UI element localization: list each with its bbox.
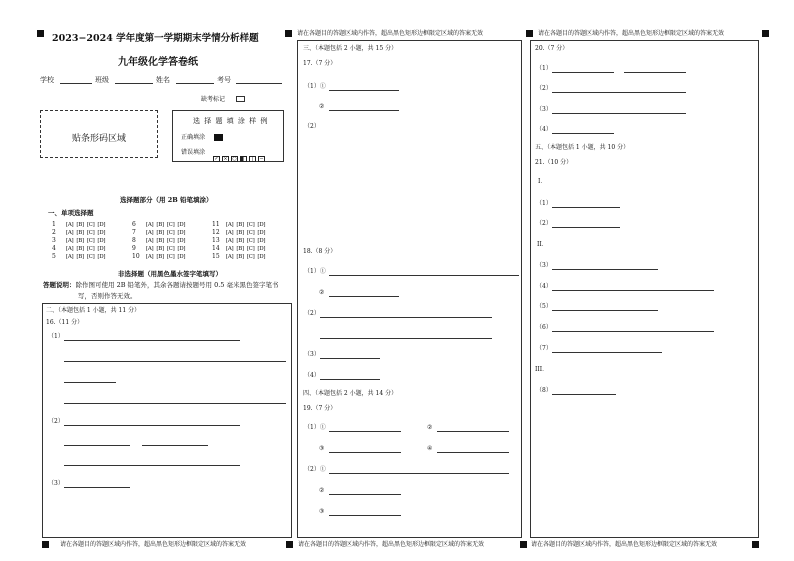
q18-4: （4） bbox=[304, 372, 320, 379]
choice-question-row bbox=[132, 254, 188, 261]
q19-1b: ② bbox=[427, 424, 433, 431]
option-bubble[interactable]: [A] bbox=[226, 230, 234, 236]
q21-2: （2） bbox=[536, 220, 552, 227]
question-number: 12 bbox=[212, 229, 220, 236]
choice-question-row bbox=[52, 230, 108, 237]
alignment-mark bbox=[42, 541, 49, 548]
option-bubble[interactable]: [C] bbox=[246, 238, 255, 244]
question-number: 5 bbox=[52, 253, 56, 260]
answer-warning: 请在各题目的答题区域内作答，超出黑色矩形边框限定区域的答案无效 bbox=[60, 541, 247, 548]
option-bubble[interactable]: [C] bbox=[86, 222, 95, 228]
answer-line[interactable] bbox=[320, 379, 380, 380]
answer-warning: 请在各题目的答题区域内作答，超出黑色矩形边框限定区域的答案无效 bbox=[538, 30, 725, 37]
option-bubble[interactable]: [D] bbox=[257, 238, 266, 244]
exam-title: 2023−2024 学年度第一学期期末学情分析样题 bbox=[52, 33, 259, 44]
choice-section: 一、单项选择题 bbox=[48, 209, 94, 217]
q20-2: （2） bbox=[536, 85, 552, 92]
option-bubble[interactable]: [D] bbox=[177, 230, 186, 236]
answer-line[interactable] bbox=[329, 296, 399, 297]
fill-sample-title: 选 择 题 填 涂 样 例 bbox=[193, 117, 269, 125]
alignment-mark bbox=[752, 541, 759, 548]
section4-title: 四、（本题包括 2 小题，共 14 分） bbox=[303, 390, 398, 397]
q18-1b: ② bbox=[319, 289, 325, 296]
q21-part3: III． bbox=[535, 366, 549, 373]
answer-warning: 请在各题目的答题区域内作答，超出黑色矩形边框限定区域的答案无效 bbox=[297, 30, 484, 37]
answer-line[interactable] bbox=[329, 431, 401, 432]
wrong-fill-label: 错误填涂 bbox=[181, 149, 206, 156]
option-bubble[interactable]: [D] bbox=[257, 230, 266, 236]
answer-line[interactable] bbox=[552, 352, 662, 353]
instructions-line2: 写，否则作答无效。 bbox=[78, 292, 137, 300]
answer-line[interactable] bbox=[320, 317, 492, 318]
q17-2: （2） bbox=[304, 123, 320, 130]
option-bubble[interactable]: [C] bbox=[246, 222, 255, 228]
option-bubble[interactable]: [A] bbox=[226, 254, 234, 260]
option-bubble[interactable]: [C] bbox=[166, 254, 175, 260]
option-bubble[interactable]: [B] bbox=[156, 222, 164, 228]
option-bubble[interactable]: [C] bbox=[246, 246, 255, 252]
fill-sample-box bbox=[172, 110, 284, 162]
barcode-area bbox=[40, 110, 158, 158]
option-bubble[interactable]: [C] bbox=[86, 246, 95, 252]
q21-4: （4） bbox=[536, 283, 552, 290]
question-number: 9 bbox=[132, 245, 136, 252]
option-bubble[interactable]: [D] bbox=[97, 254, 106, 260]
answer-line[interactable] bbox=[552, 72, 614, 73]
cross-mark-icon: × bbox=[223, 155, 228, 162]
section2-title: 二、（本题包括 1 小题，共 11 分） bbox=[46, 307, 141, 314]
q18-2: （2） bbox=[304, 310, 320, 317]
answer-line[interactable] bbox=[320, 338, 492, 339]
option-bubble[interactable]: [B] bbox=[76, 254, 84, 260]
option-bubble[interactable]: [D] bbox=[177, 238, 186, 244]
q19-1d: ④ bbox=[427, 445, 433, 452]
option-bubble[interactable]: [D] bbox=[97, 246, 106, 252]
option-bubble[interactable]: [B] bbox=[236, 254, 244, 260]
answer-line[interactable] bbox=[552, 331, 714, 332]
option-bubble[interactable]: [B] bbox=[236, 222, 244, 228]
answer-line[interactable] bbox=[552, 227, 620, 228]
q17-1: （1）① bbox=[304, 83, 326, 90]
alignment-mark bbox=[526, 30, 533, 37]
alignment-mark bbox=[520, 541, 527, 548]
choice-question-row bbox=[212, 238, 268, 245]
q21-part1: I． bbox=[538, 178, 547, 185]
q16-label: 16.（11 分） bbox=[46, 319, 84, 326]
absent-mark-label: 缺考标记 bbox=[201, 96, 226, 103]
option-bubble[interactable]: [D] bbox=[257, 246, 266, 252]
option-bubble[interactable]: [C] bbox=[166, 222, 175, 228]
option-bubble[interactable]: [A] bbox=[66, 238, 74, 244]
option-bubble[interactable]: [A] bbox=[66, 230, 74, 236]
option-bubble[interactable]: [B] bbox=[76, 246, 84, 252]
q21-6: （6） bbox=[536, 324, 552, 331]
answer-line[interactable] bbox=[64, 425, 240, 426]
answer-line[interactable] bbox=[552, 207, 620, 208]
q19-2: （2）① bbox=[304, 466, 326, 473]
answer-line[interactable] bbox=[64, 465, 240, 466]
q16-part2: （2） bbox=[48, 418, 64, 425]
option-bubble[interactable]: [C] bbox=[86, 238, 95, 244]
choice-question-row bbox=[132, 246, 188, 253]
option-bubble[interactable]: [A] bbox=[146, 238, 154, 244]
answer-line[interactable] bbox=[64, 361, 286, 362]
class-field[interactable] bbox=[115, 83, 153, 84]
barcode-label: 贴条形码区域 bbox=[71, 134, 126, 144]
answer-line[interactable] bbox=[64, 487, 130, 488]
q21-5: （5） bbox=[536, 303, 552, 310]
answer-line[interactable] bbox=[552, 269, 658, 270]
answer-line[interactable] bbox=[624, 72, 686, 73]
option-bubble[interactable]: [B] bbox=[156, 230, 164, 236]
instructions-label: 答题说明： bbox=[43, 281, 76, 289]
answer-line[interactable] bbox=[64, 403, 286, 404]
answer-line[interactable] bbox=[552, 92, 686, 93]
option-bubble[interactable]: [B] bbox=[236, 230, 244, 236]
answer-line[interactable] bbox=[142, 445, 208, 446]
q17-label: 17.（7 分） bbox=[303, 60, 337, 67]
q21-3: （3） bbox=[536, 262, 552, 269]
option-bubble[interactable]: [B] bbox=[156, 254, 164, 260]
question-number: 11 bbox=[212, 221, 220, 228]
question-number: 13 bbox=[212, 237, 220, 244]
question-number: 14 bbox=[212, 245, 220, 252]
answer-line[interactable] bbox=[329, 473, 509, 474]
answer-line[interactable] bbox=[320, 358, 380, 359]
alignment-mark bbox=[285, 30, 292, 37]
option-bubble[interactable]: [A] bbox=[66, 246, 74, 252]
q21-7: （7） bbox=[536, 345, 552, 352]
q16-part1: （1） bbox=[48, 333, 64, 340]
circle-mark-icon: ○ bbox=[232, 155, 237, 162]
correct-fill-example bbox=[214, 134, 223, 141]
answer-line[interactable] bbox=[437, 431, 509, 432]
option-bubble[interactable]: [D] bbox=[97, 222, 106, 228]
option-bubble[interactable]: [A] bbox=[146, 230, 154, 236]
q21-8: （8） bbox=[536, 387, 552, 394]
class-label: 班级 bbox=[95, 76, 109, 84]
question-number: 1 bbox=[52, 221, 56, 228]
option-bubble[interactable]: [B] bbox=[76, 222, 84, 228]
option-bubble[interactable]: [A] bbox=[226, 246, 234, 252]
option-bubble[interactable]: [D] bbox=[257, 222, 266, 228]
option-bubble[interactable]: [C] bbox=[246, 254, 255, 260]
answer-line[interactable] bbox=[64, 382, 116, 383]
vertical-bar-icon: | bbox=[249, 156, 256, 162]
option-bubble[interactable]: [C] bbox=[246, 230, 255, 236]
choice-question-row bbox=[212, 246, 268, 253]
q19-label: 19.（7 分） bbox=[303, 405, 337, 412]
q17-1b: ② bbox=[319, 103, 325, 110]
option-bubble[interactable]: [C] bbox=[166, 238, 175, 244]
option-bubble[interactable]: [A] bbox=[146, 246, 154, 252]
alignment-mark bbox=[37, 30, 44, 37]
answer-box-section2[interactable] bbox=[42, 303, 292, 538]
q19-1c: ③ bbox=[319, 445, 325, 452]
q21-label: 21.（10 分） bbox=[535, 159, 573, 166]
q20-label: 20.（7 分） bbox=[535, 45, 569, 52]
option-bubble[interactable]: [D] bbox=[177, 254, 186, 260]
q20-1: （1） bbox=[536, 65, 552, 72]
q21-part2: II． bbox=[537, 241, 548, 248]
option-bubble[interactable]: [A] bbox=[66, 254, 74, 260]
exam-no-field[interactable] bbox=[236, 83, 282, 84]
option-bubble[interactable]: [A] bbox=[66, 222, 74, 228]
answer-line[interactable] bbox=[329, 110, 399, 111]
check-mark-icon: ✓ bbox=[214, 155, 219, 162]
option-bubble[interactable]: [A] bbox=[226, 238, 234, 244]
option-bubble[interactable]: [D] bbox=[97, 238, 106, 244]
answer-line[interactable] bbox=[552, 290, 714, 291]
answer-line[interactable] bbox=[329, 90, 399, 91]
option-bubble[interactable]: [B] bbox=[236, 238, 244, 244]
answer-line[interactable] bbox=[64, 340, 240, 341]
q19-2c: ③ bbox=[319, 508, 325, 515]
option-bubble[interactable]: [A] bbox=[146, 222, 154, 228]
question-number: 8 bbox=[132, 237, 136, 244]
q18-label: 18.（8 分） bbox=[303, 248, 337, 255]
option-bubble[interactable]: [C] bbox=[86, 230, 95, 236]
option-bubble[interactable]: [D] bbox=[257, 254, 266, 260]
q20-4: （4） bbox=[536, 126, 552, 133]
choice-question-row bbox=[132, 230, 188, 237]
section3-title: 三、（本题包括 2 小题，共 15 分） bbox=[303, 45, 398, 52]
option-bubble[interactable]: [D] bbox=[97, 230, 106, 236]
answer-line[interactable] bbox=[552, 133, 614, 134]
choice-question-row bbox=[212, 222, 268, 229]
question-number: 7 bbox=[132, 229, 136, 236]
choice-question-row bbox=[52, 238, 108, 245]
q19-1: （1）① bbox=[304, 424, 326, 431]
question-number: 6 bbox=[132, 221, 136, 228]
wrong-fill-examples bbox=[211, 148, 265, 167]
horizontal-bar-icon: − bbox=[259, 155, 264, 162]
option-bubble[interactable]: [D] bbox=[177, 222, 186, 228]
answer-line[interactable] bbox=[437, 452, 509, 453]
question-number: 15 bbox=[212, 253, 220, 260]
answer-line[interactable] bbox=[329, 494, 401, 495]
instructions-line1: 除作图可使用 2B 铅笔外，其余各题请按题号用 0.5 毫米黑色签字笔书 bbox=[75, 281, 279, 289]
answer-box-col2[interactable] bbox=[297, 40, 522, 538]
q16-part3: （3） bbox=[48, 480, 64, 487]
option-bubble[interactable]: [C] bbox=[166, 246, 175, 252]
half-fill-icon bbox=[240, 156, 247, 162]
section5-title: 五、（本题包括 1 小题，共 10 分） bbox=[535, 144, 630, 151]
q21-1: （1） bbox=[536, 200, 552, 207]
q18-1: （1）① bbox=[304, 268, 326, 275]
name-label: 姓名 bbox=[156, 76, 170, 84]
option-bubble[interactable]: [C] bbox=[166, 230, 175, 236]
option-bubble[interactable]: [C] bbox=[86, 254, 95, 260]
absent-checkbox[interactable] bbox=[236, 96, 245, 102]
question-number: 3 bbox=[52, 237, 56, 244]
choice-question-row bbox=[212, 254, 268, 261]
alignment-mark bbox=[762, 30, 769, 37]
answer-line[interactable] bbox=[64, 445, 130, 446]
nonchoice-heading: 非选择题（用黑色墨水签字笔填写） bbox=[118, 270, 222, 278]
alignment-mark bbox=[286, 541, 293, 548]
q20-3: （3） bbox=[536, 106, 552, 113]
option-bubble[interactable]: [D] bbox=[177, 246, 186, 252]
choice-question-row bbox=[52, 254, 108, 261]
correct-fill-label: 正确填涂 bbox=[181, 134, 206, 141]
option-bubble[interactable]: [B] bbox=[76, 238, 84, 244]
answer-line[interactable] bbox=[329, 515, 401, 516]
answer-line[interactable] bbox=[552, 394, 616, 395]
answer-line[interactable] bbox=[552, 113, 686, 114]
choice-question-row bbox=[52, 246, 108, 253]
choice-heading: 选择题部分（用 2B 铅笔填涂） bbox=[120, 196, 213, 204]
school-label: 学校 bbox=[40, 76, 54, 84]
q18-3: （3） bbox=[304, 351, 320, 358]
name-field[interactable] bbox=[176, 83, 214, 84]
exam-no-label: 考号 bbox=[217, 76, 231, 84]
answer-warning: 请在各题目的答题区域内作答，超出黑色矩形边框限定区域的答案无效 bbox=[298, 541, 485, 548]
option-bubble[interactable]: [B] bbox=[76, 230, 84, 236]
option-bubble[interactable]: [B] bbox=[156, 246, 164, 252]
answer-line[interactable] bbox=[552, 310, 658, 311]
answer-instructions bbox=[43, 282, 279, 289]
answer-warning: 请在各题目的答题区域内作答，超出黑色矩形边框限定区域的答案无效 bbox=[531, 541, 718, 548]
question-number: 4 bbox=[52, 245, 56, 252]
school-field[interactable] bbox=[60, 83, 92, 84]
option-bubble[interactable]: [B] bbox=[156, 238, 164, 244]
answer-box-col3[interactable] bbox=[530, 40, 759, 538]
sheet-subtitle: 九年级化学答卷纸 bbox=[118, 57, 198, 68]
q19-2b: ② bbox=[319, 487, 325, 494]
question-number: 10 bbox=[132, 253, 140, 260]
choice-question-row bbox=[132, 238, 188, 245]
question-number: 2 bbox=[52, 229, 56, 236]
choice-question-row bbox=[212, 230, 268, 237]
choice-question-row bbox=[132, 222, 188, 229]
answer-line[interactable] bbox=[329, 452, 401, 453]
option-bubble[interactable]: [B] bbox=[236, 246, 244, 252]
choice-question-row bbox=[52, 222, 108, 229]
answer-line[interactable] bbox=[329, 275, 519, 276]
option-bubble[interactable]: [A] bbox=[146, 254, 154, 260]
option-bubble[interactable]: [A] bbox=[226, 222, 234, 228]
